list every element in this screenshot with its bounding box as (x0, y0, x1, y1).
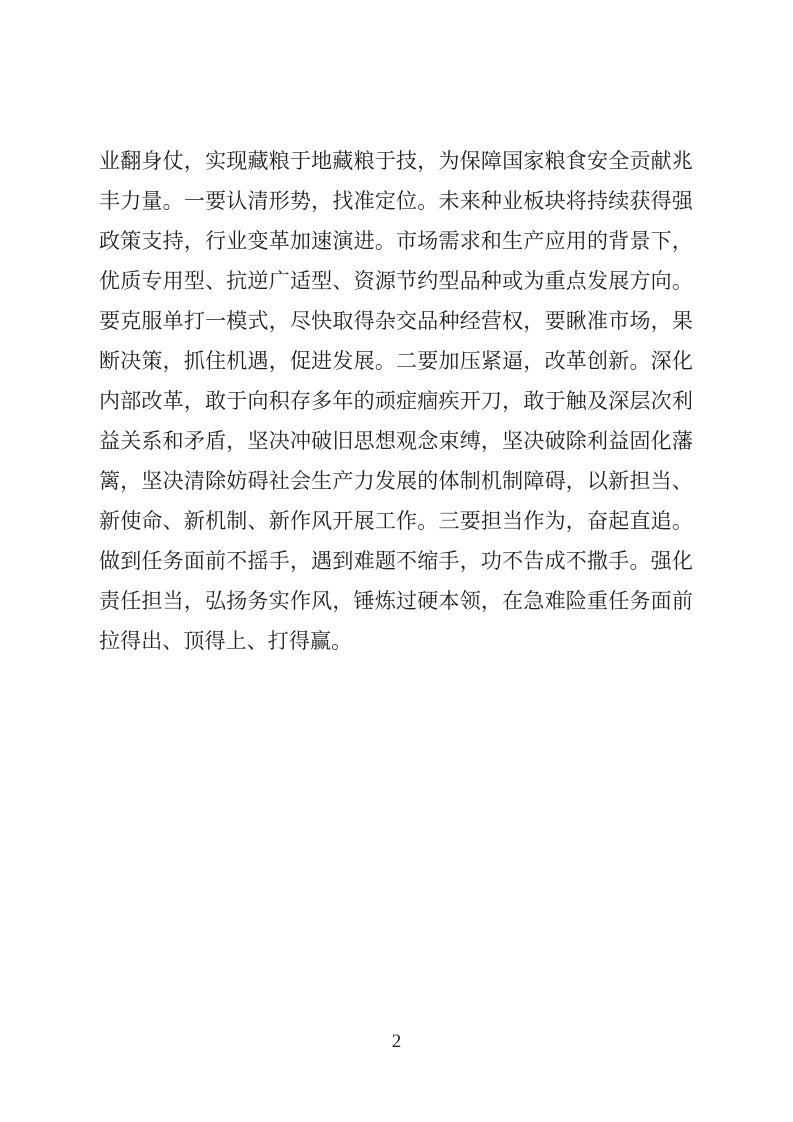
text-line: 责任担当，弘扬务实作风，锤炼过硬本领，在急难险重任务面前 (99, 589, 693, 613)
text-line: 内部改革，敢于向积存多年的顽症痼疾开刀，敢于触及深层次利 (99, 389, 693, 413)
text-line: 优质专用型、抗逆广适型、资源节约型品种或为重点发展方向。 (99, 269, 693, 293)
text-line: 做到任务面前不摇手，遇到难题不缩手，功不告成不撒手。强化 (99, 549, 693, 573)
page-number: 2 (391, 1031, 402, 1052)
text-line: 业翻身仗，实现藏粮于地藏粮于技，为保障国家粮食安全贡献兆 (99, 149, 693, 173)
text-line: 政策支持，行业变革加速演进。市场需求和生产应用的背景下， (99, 229, 693, 253)
text-line: 篱，坚决清除妨碍社会生产力发展的体制机制障碍，以新担当、 (99, 469, 693, 493)
text-line: 拉得出、顶得上、打得赢。 (99, 629, 353, 653)
text-line: 益关系和矛盾，坚决冲破旧思想观念束缚，坚决破除利益固化藩 (99, 429, 693, 453)
body-text-paragraph (99, 141, 693, 661)
text-line: 要克服单打一模式，尽快取得杂交品种经营权，要瞅准市场，果 (99, 309, 693, 333)
text-line: 新使命、新机制、新作风开展工作。三要担当作为，奋起直追。 (99, 509, 693, 533)
text-line: 断决策，抓住机遇，促进发展。二要加压紧逼，改革创新。深化 (99, 349, 693, 373)
text-line: 丰力量。一要认清形势，找准定位。未来种业板块将持续获得强 (99, 189, 693, 213)
